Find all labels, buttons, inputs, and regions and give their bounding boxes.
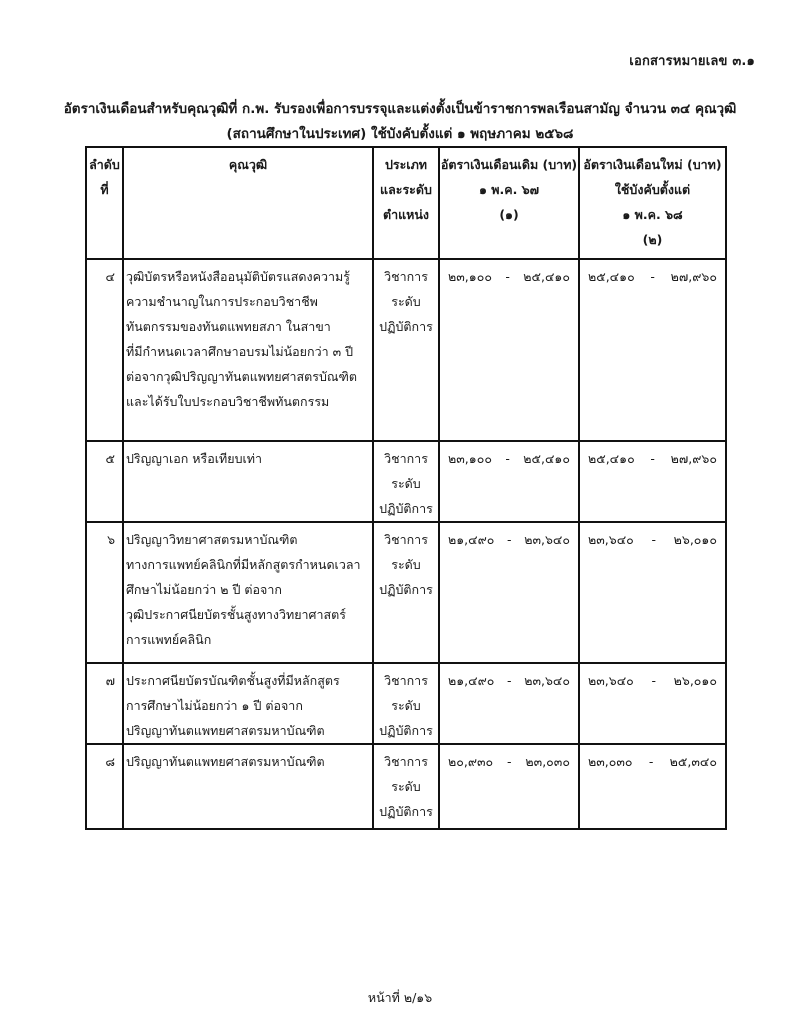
type-level-cell: วิชาการ ระดับ ปฏิบัติการ: [373, 441, 439, 522]
table-row: [86, 259, 726, 441]
header-qualification: คุณวุฒิ: [123, 147, 373, 259]
row-number: ๖: [86, 522, 123, 663]
salary-table: [85, 146, 727, 830]
table-row: [86, 441, 726, 522]
old-salary-range: ๒๑,๔๙๐ - ๒๓,๖๔๐: [439, 663, 579, 744]
row-number: ๗: [86, 663, 123, 744]
type-level-cell: วิชาการ ระดับ ปฏิบัติการ: [373, 522, 439, 663]
new-salary-range: ๒๓,๖๔๐ - ๒๖,๐๑๐: [579, 663, 726, 744]
new-salary-range: ๒๕,๔๑๐ - ๒๗,๙๖๐: [579, 259, 726, 441]
old-salary-range: ๒๐,๙๓๐ - ๒๓,๐๓๐: [439, 744, 579, 829]
qualification-cell: ปริญญาทันตแพทยศาสตรมหาบัณฑิต: [123, 744, 373, 829]
type-level-cell: วิชาการ ระดับ ปฏิบัติการ: [373, 744, 439, 829]
row-number: ๕: [86, 441, 123, 522]
header-type-level: ประเภท และระดับ ตำแหน่ง: [373, 147, 439, 259]
type-level-cell: วิชาการ ระดับ ปฏิบัติการ: [373, 663, 439, 744]
header-old-salary: อัตราเงินเดือนเดิม (บาท) ๑ พ.ค. ๖๗ (๑): [439, 147, 579, 259]
header-no: ลำดับ ที่: [86, 147, 123, 259]
table-row: [86, 663, 726, 744]
qualification-cell: ประกาศนียบัตรบัณฑิตชั้นสูงที่มีหลักสูตร การศึกษาไม่น้อยกว่า ๑ ปี ต่อจาก ปริญญาทันตแพทยศาสตรมหาบัณฑิต: [123, 663, 373, 744]
type-level-cell: วิชาการ ระดับ ปฏิบัติการ: [373, 259, 439, 441]
table-header-row: [86, 147, 726, 259]
new-salary-range: ๒๓,๖๔๐ - ๒๖,๐๑๐: [579, 522, 726, 663]
header-new-salary: อัตราเงินเดือนใหม่ (บาท) ใช้บังคับตั้งแต่ ๑ พ.ค. ๖๘ (๒): [579, 147, 726, 259]
old-salary-range: ๒๓,๑๐๐ - ๒๕,๔๑๐: [439, 259, 579, 441]
table-row: [86, 522, 726, 663]
document-title-line-1: อัตราเงินเดือนสำหรับคุณวุฒิที่ ก.พ. รับรองเพื่อการบรรจุและแต่งตั้งเป็นข้าราชการพลเรือนสามัญ จำนวน ๓๔ คุณวุฒิ: [63, 101, 737, 117]
row-number: ๘: [86, 744, 123, 829]
document-reference-number: เอกสารหมายเลข ๓.๑: [629, 54, 755, 69]
document-title-line-2: (สถานศึกษาในประเทศ) ใช้บังคับตั้งแต่ ๑ พฤษภาคม ๒๕๖๘: [226, 126, 574, 142]
qualification-cell: ปริญญาเอก หรือเทียบเท่า: [123, 441, 373, 522]
table-row: [86, 744, 726, 829]
qualification-cell: ปริญญาวิทยาศาสตรมหาบัณฑิต ทางการแพทย์คลินิกที่มีหลักสูตรกำหนดเวลา ศึกษาไม่น้อยกว่า ๒ ปี ต่อจาก วุฒิประกาศนียบัตรชั้นสูงทางวิทยาศาสตร์ การแพทย์คลินิก: [123, 522, 373, 663]
qualification-cell: วุฒิบัตรหรือหนังสืออนุมัติบัตรแสดงความรู้ ความชำนาญในการประกอบวิชาชีพ ทันตกรรมของทันตแพทยสภา ในสาขา ที่มีกำหนดเวลาศึกษาอบรมไม่น้อยกว่า ๓ ปี ต่อจากวุฒิปริญญาทันตแพทยศาสตรบัณฑิต และได้รับใบประกอบวิชาชีพทันตกรรม: [123, 259, 373, 441]
old-salary-range: ๒๑,๔๙๐ - ๒๓,๖๔๐: [439, 522, 579, 663]
page-number: หน้าที่ ๒/๑๖: [367, 990, 433, 1005]
new-salary-range: ๒๓,๐๓๐ - ๒๕,๓๔๐: [579, 744, 726, 829]
old-salary-range: ๒๓,๑๐๐ - ๒๕,๔๑๐: [439, 441, 579, 522]
new-salary-range: ๒๕,๔๑๐ - ๒๗,๙๖๐: [579, 441, 726, 522]
row-number: ๔: [86, 259, 123, 441]
